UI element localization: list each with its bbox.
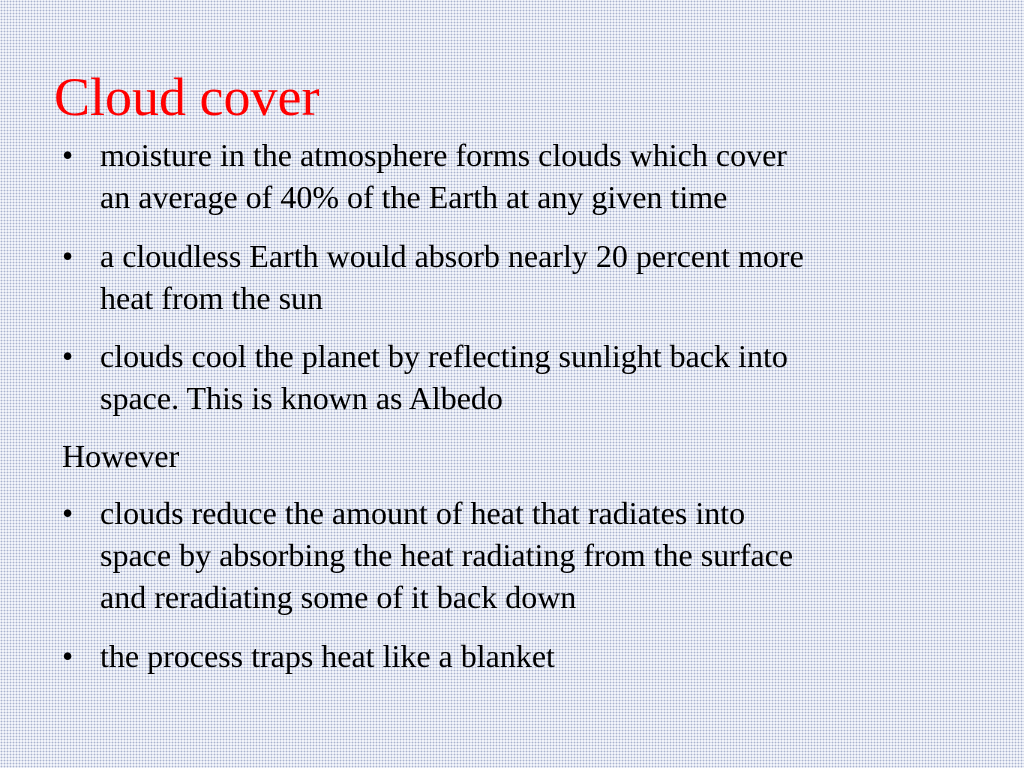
bullet-marker: • — [62, 495, 74, 531]
transition-text: However — [62, 438, 180, 474]
bullet-text — [100, 635, 1000, 677]
bullet-line: a cloudless Earth would absorb nearly 20 percent more — [100, 238, 804, 274]
bullet-marker: • — [62, 638, 74, 674]
bullet-line: heat from the sun — [100, 280, 324, 316]
slide-title: Cloud cover — [54, 67, 320, 127]
bullet-line: clouds reduce the amount of heat that radiates into — [100, 495, 746, 531]
bullet-line: an average of 40% of the Earth at any given time — [100, 179, 728, 215]
bullet-marker: • — [62, 338, 74, 374]
bullet-line: and reradiating some of it back down — [100, 579, 577, 615]
bullet-text — [100, 492, 1000, 618]
bullet-text — [100, 235, 1000, 319]
bullet-line: the process traps heat like a blanket — [100, 638, 555, 674]
bullet-marker: • — [62, 137, 74, 173]
bullet-line: clouds cool the planet by reflecting sunlight back into — [100, 338, 788, 374]
bullet-line: space by absorbing the heat radiating from the surface — [100, 537, 794, 573]
bullet-text — [100, 134, 1000, 218]
bullet-line: moisture in the atmosphere forms clouds which cover — [100, 137, 787, 173]
bullet-marker: • — [62, 238, 74, 274]
bullet-line: space. This is known as Albedo — [100, 380, 503, 416]
bullet-text — [100, 335, 1000, 419]
